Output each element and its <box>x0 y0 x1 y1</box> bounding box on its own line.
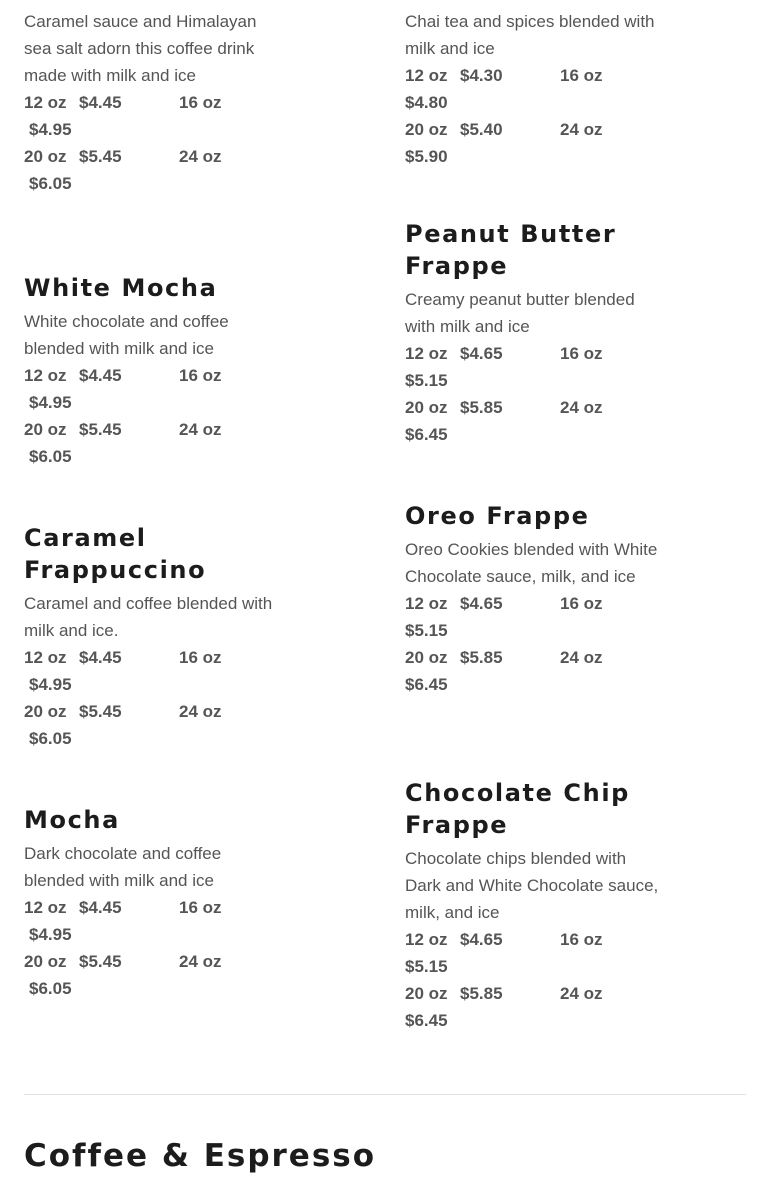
price-value: $5.15 <box>405 371 448 390</box>
size-label: 16 oz <box>560 66 603 85</box>
price-value: $4.45 <box>79 366 122 385</box>
menu-item-salted-caramel <box>24 8 274 197</box>
price-value: $6.05 <box>29 174 72 193</box>
size-label: 24 oz <box>179 952 222 971</box>
menu-item-title: White Mocha <box>24 274 218 302</box>
menu-item-title: Mocha <box>24 806 120 834</box>
price-value: $4.95 <box>29 925 72 944</box>
price-value: $5.45 <box>79 952 122 971</box>
price-value: $4.65 <box>460 594 503 613</box>
size-label: 24 oz <box>560 984 603 1003</box>
size-label: 16 oz <box>179 366 222 385</box>
size-label: 20 oz <box>405 398 448 417</box>
price-row <box>405 116 660 170</box>
price-row <box>405 340 660 394</box>
size-label: 16 oz <box>560 344 603 363</box>
price-value: $5.15 <box>405 957 448 976</box>
price-row <box>405 926 660 980</box>
size-label: 20 oz <box>405 120 448 139</box>
size-label: 16 oz <box>179 648 222 667</box>
menu-item-description: Creamy peanut butter blended with milk and ice <box>405 290 635 336</box>
menu-item-description: Oreo Cookies blended with White Chocolate sauce, milk, and ice <box>405 540 658 586</box>
price-value: $4.95 <box>29 120 72 139</box>
menu-item-white-mocha <box>24 272 274 470</box>
price-row <box>405 644 660 698</box>
size-label: 12 oz <box>24 898 67 917</box>
size-label: 24 oz <box>560 120 603 139</box>
menu-item-mocha <box>24 804 274 1002</box>
price-value: $4.95 <box>29 393 72 412</box>
price-value: $4.95 <box>29 675 72 694</box>
menu-item-title: Caramel Frappuccino <box>24 524 207 584</box>
size-label: 12 oz <box>405 594 448 613</box>
size-label: 12 oz <box>24 366 67 385</box>
size-label: 24 oz <box>179 702 222 721</box>
size-label: 20 oz <box>405 984 448 1003</box>
size-label: 24 oz <box>179 147 222 166</box>
menu-item-description: Chocolate chips blended with Dark and White Chocolate sauce, milk, and ice <box>405 849 659 922</box>
size-label: 12 oz <box>24 93 67 112</box>
price-value: $5.45 <box>79 702 122 721</box>
price-value: $5.85 <box>460 984 503 1003</box>
menu-item-description: Caramel sauce and Himalayan sea salt adorn this coffee drink made with milk and ice <box>24 12 257 85</box>
price-value: $6.45 <box>405 1011 448 1030</box>
size-label: 12 oz <box>24 648 67 667</box>
price-row <box>24 143 274 197</box>
menu-item-title: Peanut Butter Frappe <box>405 220 617 280</box>
price-value: $6.45 <box>405 675 448 694</box>
price-value: $5.85 <box>460 398 503 417</box>
size-label: 24 oz <box>560 398 603 417</box>
size-label: 16 oz <box>560 594 603 613</box>
size-label: 20 oz <box>24 702 67 721</box>
menu-item-oreo-frappe <box>405 500 660 698</box>
price-value: $5.40 <box>460 120 503 139</box>
size-label: 16 oz <box>560 930 603 949</box>
price-value: $4.45 <box>79 648 122 667</box>
size-label: 12 oz <box>405 66 448 85</box>
price-value: $4.45 <box>79 898 122 917</box>
size-label: 16 oz <box>179 898 222 917</box>
price-row <box>24 362 274 416</box>
menu-item-description: Chai tea and spices blended with milk and ice <box>405 12 655 58</box>
price-value: $4.65 <box>460 344 503 363</box>
size-label: 16 oz <box>179 93 222 112</box>
price-row <box>24 644 274 698</box>
price-row <box>405 980 660 1034</box>
size-label: 20 oz <box>24 147 67 166</box>
price-value: $5.45 <box>79 147 122 166</box>
price-value: $5.45 <box>79 420 122 439</box>
size-label: 20 oz <box>24 952 67 971</box>
size-label: 12 oz <box>405 930 448 949</box>
size-label: 24 oz <box>179 420 222 439</box>
price-value: $4.65 <box>460 930 503 949</box>
price-row <box>24 698 274 752</box>
menu-item-chai-frappe <box>405 8 660 170</box>
price-value: $5.85 <box>460 648 503 667</box>
price-value: $6.05 <box>29 729 72 748</box>
price-row <box>405 394 660 448</box>
price-row <box>24 89 274 143</box>
price-row <box>24 894 274 948</box>
menu-item-caramel-frappuccino <box>24 522 274 752</box>
menu-item-title: Oreo Frappe <box>405 502 590 530</box>
size-label: 24 oz <box>560 648 603 667</box>
price-row <box>405 590 660 644</box>
menu-item-title: Chocolate Chip Frappe <box>405 779 630 839</box>
price-row <box>24 948 274 1002</box>
menu-item-description: Dark chocolate and coffee blended with milk and ice <box>24 844 222 890</box>
menu-item-peanut-butter-frappe <box>405 218 660 448</box>
price-value: $4.30 <box>460 66 503 85</box>
section-heading-coffee-espresso: Coffee & Espresso <box>24 1138 377 1174</box>
size-label: 12 oz <box>405 344 448 363</box>
price-value: $5.90 <box>405 147 448 166</box>
price-value: $5.15 <box>405 621 448 640</box>
section-divider <box>24 1094 746 1095</box>
size-label: 20 oz <box>24 420 67 439</box>
price-row <box>24 416 274 470</box>
price-value: $6.45 <box>405 425 448 444</box>
menu-item-description: Caramel and coffee blended with milk and ice. <box>24 594 273 640</box>
size-label: 20 oz <box>405 648 448 667</box>
price-value: $4.80 <box>405 93 448 112</box>
price-value: $6.05 <box>29 979 72 998</box>
menu-item-description: White chocolate and coffee blended with milk and ice <box>24 312 229 358</box>
price-row <box>405 62 660 116</box>
menu-item-chocolate-chip-frappe <box>405 777 660 1034</box>
price-value: $4.45 <box>79 93 122 112</box>
price-value: $6.05 <box>29 447 72 466</box>
